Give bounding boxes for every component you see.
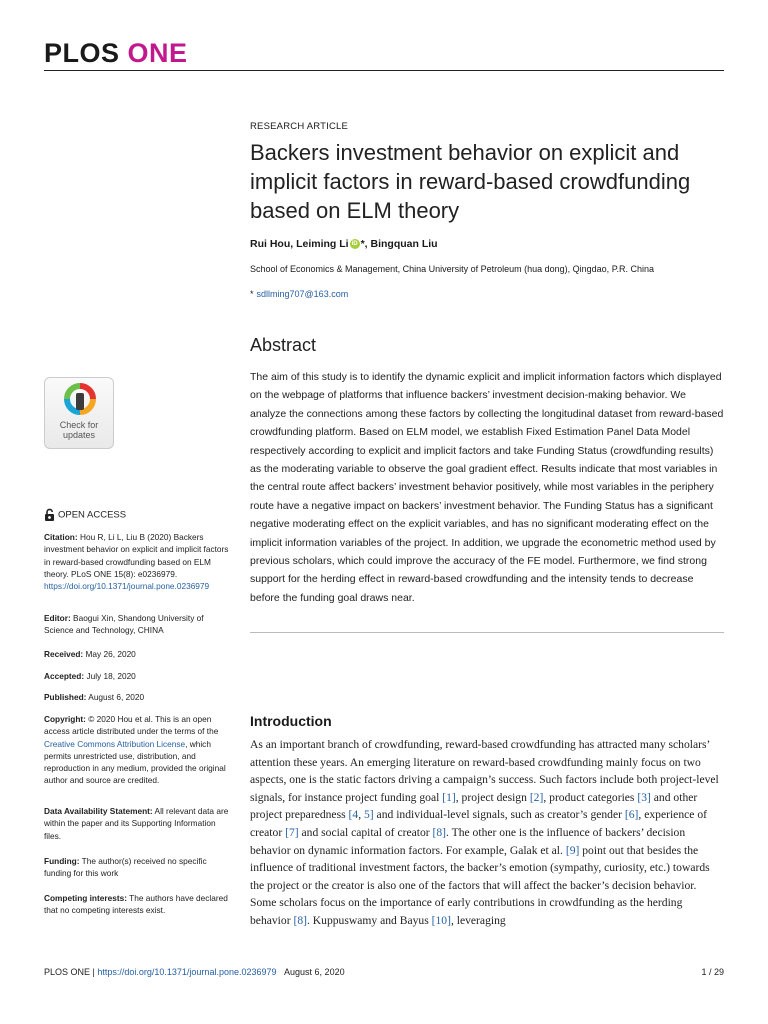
introduction-paragraph: As an important branch of crowdfunding, reward-based crowdfunding has attracted many scholars’ attention these years. An emerging literature on reward-based crowdfunding mainly focus on two aspects, one is the static factors driving a campaign’s success. Such factors include both project-level signals, for instance project funding goal [1], project design [2], product categories [3] and other project preparedness [4, 5] and individual-level signals, such as creator’s gender [6], experience of creator [7] and social capital of creator [8]. The other one is the influence of backers’ decision behavior on dynamic information factors. For example, Galak et al. [9] point out that besides the influence of traditional investment factors, the backer’s emotion (sympathy, curiosity, etc.) towards the project or the creator is also one of the factors that will affect the backer’s decision behavior. Some scholars focus on the importance of early contributions in crowdfunding as the herding behavior [8]. Kuppuswamy and Bayus [10], leveraging (250, 738, 719, 927)
editor-block: Editor: Baogui Xin, Shandong University of Science and Technology, CHINA (44, 613, 204, 636)
citation-block: Citation: Hou R, Li L, Liu B (2020) Backers investment behavior on explicit and implicit factors in reward-based crowdfunding based on ELM theory. PLoS ONE 15(8): e0236979. https://doi.org/10.1371/journal.pone.0236979 (44, 532, 229, 592)
open-access-lock-icon (44, 508, 55, 522)
abstract-heading: Abstract (250, 335, 317, 355)
citation-ref[interactable]: 5] (363, 808, 374, 822)
email-address[interactable]: sdllming707@163.com (256, 289, 349, 299)
data-availability-block: Data Availability Statement: All relevant data are within the paper and its Supporting Information files. (44, 806, 229, 841)
published-date: Published: August 6, 2020 (44, 692, 145, 702)
citation-ref[interactable]: [8] (293, 913, 307, 927)
competing-interests-block: Competing interests: The authors have declared that no competing interests exist. (44, 893, 228, 916)
citation-ref[interactable]: [3] (637, 790, 651, 804)
citation-ref[interactable]: [6] (624, 808, 639, 822)
abstract-text: The aim of this study is to identify the dynamic explicit and implicit information factors which displayed on the webpage of platforms that influence backers’ investment decision-making behavior. We analyze the connections among these factors by collecting the longitudinal dataset from reward-based crowdfunding platform. Based on ELM model, we establish Fixed Estimation Panel Data Model respectively according to explicit and implicit factors and take Funding Status (crowdfunding results) as the moderating variable to observe the goal gradient effect. Results indicate that most variables in the central route affect backers’ investment behavior positively, while most variables in the periphery route have a negative impact on backers’ investment behavior. The Funding Status has a significant negative moderating effect on the explicit variables, and has no significant moderating effect on the implicit information variables of the project. In addition, we upgrade the econometric method used by previous scholars, which could improve the accuracy of the FE model. Furthermore, we find strong support for the herding effect in reward-based crowdfunding and the intensity tends to decrease before the funding goal draws near. (250, 371, 724, 604)
open-access-label: OPEN ACCESS (44, 508, 234, 522)
copyright-block: Copyright: © 2020 Hou et al. This is an open access article distributed under the terms of the Creative Commons Attribution License, which permits unrestricted use, distribution, and reproduction in any medium, provided the original author and source are credited. (44, 714, 226, 786)
check-for-updates-badge[interactable] (44, 377, 114, 449)
corresponding-email[interactable] (250, 289, 724, 299)
citation-ref[interactable]: [8] (432, 825, 447, 839)
author-list (250, 238, 724, 250)
header-divider (44, 70, 724, 71)
received-date: Received: May 26, 2020 (44, 649, 136, 659)
funding-block: Funding: The author(s) received no specific funding for this work (44, 856, 207, 879)
corresponding-mark: * (250, 289, 254, 299)
page-number: 1 / 29 (701, 967, 724, 977)
accepted-date: Accepted: July 18, 2020 (44, 671, 136, 681)
citation-ref[interactable]: [10] (431, 913, 451, 927)
plos-one-logo[interactable] (44, 38, 188, 69)
author-names-rest: *, Bingquan Liu (360, 238, 438, 250)
article-type: RESEARCH ARTICLE (250, 121, 349, 132)
footer-date: August 6, 2020 (284, 967, 345, 977)
footer-journal: PLOS ONE | (44, 967, 98, 977)
citation-ref[interactable]: [2] (529, 790, 544, 804)
article-title: Backers investment behavior on explicit and implicit factors in reward-based crowdfunding based on ELM theory (250, 140, 691, 223)
citation-ref[interactable]: [4 (348, 808, 359, 822)
citation-ref[interactable]: [9] (565, 843, 580, 857)
citation-ref[interactable]: [7] (285, 825, 299, 839)
logo-plos: PLOS (44, 38, 120, 68)
license-link[interactable]: Creative Commons Attribution License (44, 738, 186, 749)
check-for-updates-label: Check for updates (59, 420, 99, 440)
logo-one: ONE (127, 38, 188, 68)
introduction-heading: Introduction (250, 713, 332, 729)
citation-doi-link[interactable]: https://doi.org/10.1371/journal.pone.0236979 (44, 581, 210, 592)
footer-doi-link[interactable]: https://doi.org/10.1371/journal.pone.0236979 (97, 967, 277, 977)
check-for-updates-icon (64, 383, 96, 417)
abstract-divider (250, 632, 724, 633)
page-footer (44, 967, 724, 977)
affiliation: School of Economics & Management, China University of Petroleum (hua dong), Qingdao, P.R. China (250, 264, 655, 274)
citation-ref[interactable]: [1] (442, 790, 456, 804)
orcid-icon[interactable]: iD (351, 241, 358, 248)
author-names: Rui Hou, Leiming Li (250, 238, 349, 250)
